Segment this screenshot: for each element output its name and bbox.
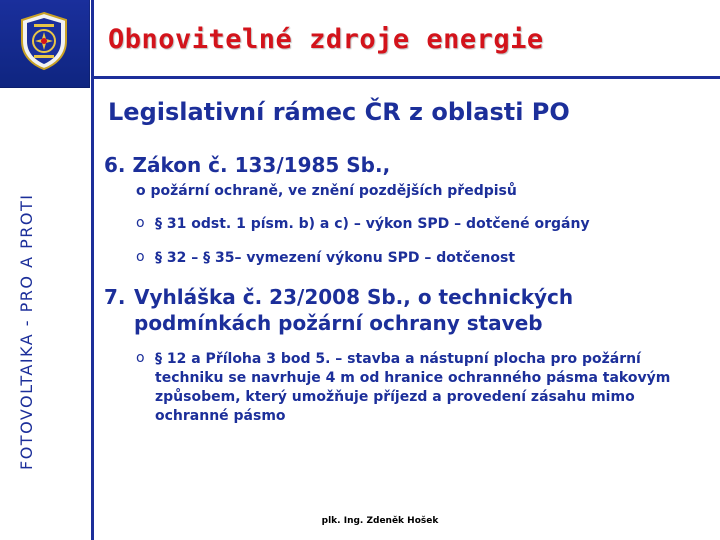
list-item-decree-text: Vyhláška č. 23/2008 Sb., o technických podmínkách požární ochrany staveb (134, 285, 574, 335)
author-footer: plk. Ing. Zdeněk Hošek (321, 516, 439, 526)
sub-item-text: § 32 – § 35– vymezení výkonu SPD – dotčenost (155, 250, 516, 266)
logo-panel (0, 0, 90, 88)
sub-item (136, 249, 515, 268)
vertical-section-title: FOTOVOLTAIKA - PRO A PROTI (17, 193, 36, 470)
bullet-icon: o (136, 350, 145, 366)
list-item-law: 6. Zákon č. 133/1985 Sb., (104, 153, 391, 177)
list-item-law-description: o požární ochraně, ve znění pozdějších předpisů (136, 183, 517, 199)
slide-title: Obnovitelné zdroje energie (108, 24, 544, 55)
bullet-icon: o (136, 215, 145, 231)
sub-item-text: § 12 a Příloha 3 bod 5. – stavba a nástupní plocha pro požární techniku se navrhuje 4 m od hranice ochranného pásma takovým způsobem, který umožňuje příjezd a provedení zásahu mimo ochranné pásmo (155, 351, 671, 424)
bullet-icon: o (136, 249, 145, 265)
header-divider (91, 76, 720, 79)
slide-subtitle: Legislativní rámec ČR z oblasti PO (108, 98, 570, 126)
sidebar-divider (91, 0, 94, 540)
sub-item (136, 215, 590, 234)
sub-item-text: § 31 odst. 1 písm. b) a c) – výkon SPD – dotčené orgány (155, 216, 590, 232)
sub-item (136, 350, 706, 426)
list-item-number: 7. (104, 285, 126, 309)
list-item-decree (104, 284, 604, 336)
sidebar (0, 0, 94, 540)
fire-rescue-emblem-icon (19, 11, 69, 71)
